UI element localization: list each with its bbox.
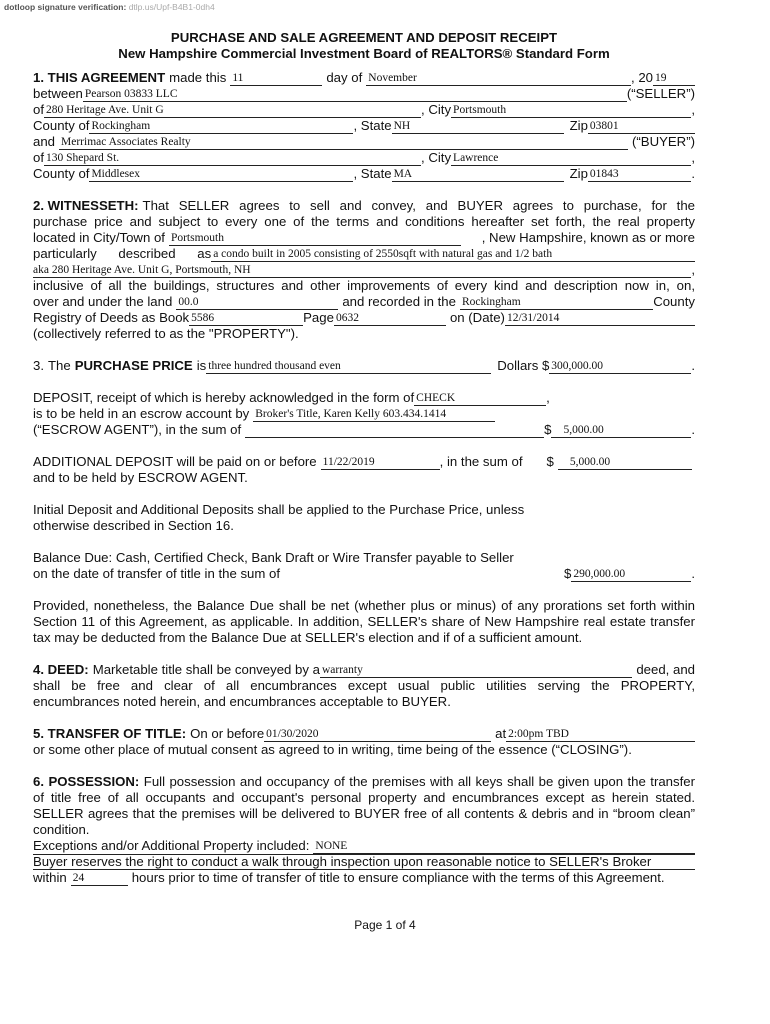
s3-row-held — [33, 470, 695, 486]
price-words-field[interactable]: three hundred thousand even — [206, 359, 491, 374]
s4-heading: 4. DEED: — [33, 662, 89, 677]
seller-address-field[interactable]: 280 Heritage Ave. Unit G — [44, 103, 421, 118]
walk-text2b: hours prior to time of transfer of title to ensure compliance with the terms of this Agreement. — [131, 870, 665, 885]
date-label: on (Date) — [449, 310, 505, 325]
verification-label: dotloop signature verification: — [4, 2, 127, 12]
s3-heading-c: is — [196, 358, 207, 373]
s2-text3b: , New Hampshire, known as or more — [481, 230, 695, 245]
s3-heading-num: 3. — [33, 358, 44, 373]
town-field[interactable]: Portsmouth — [169, 231, 461, 246]
month-field[interactable]: November — [366, 71, 631, 86]
s1-row-date — [33, 70, 695, 86]
at-label: at — [495, 726, 507, 741]
s3-row-deposit — [33, 390, 695, 406]
comma: , — [691, 150, 695, 165]
period: . — [691, 566, 695, 581]
s4-text2: shall be free and clear of all encumbrances except usual public utilities serving the PROPERTY, — [33, 678, 695, 693]
s3-row-initial2 — [33, 518, 695, 534]
deposit-text2: is to be held in an escrow account by — [33, 406, 250, 421]
s2-text3a: located in City/Town of — [33, 230, 165, 245]
s2-row-4 — [33, 246, 695, 262]
hours-field[interactable]: 24 — [71, 871, 128, 886]
document-title-line2: New Hampshire Commercial Investment Board of REALTORS® Standard Form — [118, 46, 610, 61]
deposit-text3: (“ESCROW AGENT”), in the sum of — [33, 422, 242, 437]
city-label: , City — [421, 102, 452, 117]
s2-text4a: particularly described as — [33, 246, 212, 261]
page-field[interactable]: 0632 — [334, 311, 446, 326]
seller-name-field[interactable]: Pearson 03833 LLC — [83, 87, 627, 102]
s5-row-2 — [33, 742, 695, 758]
transfer-time-field[interactable]: 2:00pm TBD — [506, 727, 695, 742]
description-field-2[interactable]: aka 280 Heritage Ave. Unit G, Portsmouth, NH — [33, 263, 691, 278]
s2-row-7 — [33, 294, 695, 310]
city-label: , City — [421, 150, 452, 165]
buyer-state-field[interactable]: MA — [392, 167, 564, 182]
deposit-form-field[interactable]: CHECK — [414, 391, 546, 406]
comma: , — [691, 262, 695, 277]
buyer-city-field[interactable]: Lawrence — [451, 151, 691, 166]
s1-row-seller-county — [33, 118, 695, 134]
s1-row-seller-address — [33, 102, 695, 118]
state-label: , State — [353, 118, 392, 133]
s3-row-initial1 — [33, 502, 695, 518]
page-number: Page 1 of 4 — [354, 918, 416, 932]
s2-text5: inclusive of all the buildings, structures and other improvements of every kind and description now in, on, — [33, 278, 695, 293]
year-field[interactable]: 19 — [653, 71, 695, 86]
and-label: and — [33, 134, 56, 149]
s4-row-1 — [33, 662, 695, 678]
s1-row-buyer-address — [33, 150, 695, 166]
additional-amount-field[interactable]: 5,000.00 — [558, 455, 692, 470]
county-label: County of — [33, 118, 90, 133]
s1-row-buyer — [33, 134, 695, 150]
book-field[interactable]: 5586 — [189, 311, 303, 326]
s4-text1b: deed, and — [636, 662, 695, 677]
s3-row-price — [33, 358, 695, 374]
registry-county-field[interactable]: Rockingham — [460, 295, 653, 310]
s2-row-6 — [33, 278, 695, 294]
seller-state-field[interactable]: NH — [392, 119, 564, 134]
s5-heading: 5. TRANSFER OF TITLE: — [33, 726, 187, 741]
price-field[interactable]: 300,000.00 — [549, 359, 691, 374]
made-this-label: made this — [169, 70, 227, 85]
initial-deposit-text2: otherwise described in Section 16. — [33, 518, 234, 533]
s5-text1: On or before — [190, 726, 265, 741]
s5-row-1 — [33, 726, 695, 742]
land-field[interactable]: 00.0 — [176, 295, 338, 310]
deposit-amount-field[interactable]: 5,000.00 — [551, 423, 691, 438]
zip-label: Zip — [569, 118, 588, 133]
s6-heading: 6. POSSESSION: — [33, 774, 140, 789]
s3-heading-a: The — [48, 358, 71, 373]
exceptions-label: Exceptions and/or Additional Property included: — [33, 838, 310, 853]
s3-row-additional — [33, 454, 695, 470]
s6-row-walk2 — [33, 870, 695, 886]
provided-paragraph: Provided, nonetheless, the Balance Due shall be net (whether plus or minus) of any prorations set forth within Section 11 of this Agreement, as applicable. In addition, SELLER's share of New Hampshire real estate transfer tax may be deducted from the Balance Due at SELLER's election and if of a sufficient amount. — [33, 598, 695, 645]
buyer-address-field[interactable]: 130 Shepard St. — [44, 151, 421, 166]
transfer-date-field[interactable]: 01/30/2020 — [264, 727, 491, 742]
balance-text2: on the date of transfer of title in the sum of — [33, 566, 281, 581]
buyer-zip-field[interactable]: 01843 — [588, 167, 691, 182]
in-the-sum-label: , in the sum of — [439, 454, 523, 469]
s6-text: Full possession and occupancy of the premises with all keys shall be given upon the transfer of title free of all occupants and occupant's personal property and encumbrances except as herein stated. SELLER agrees that the premises will be delivered to BUYER free of all contents & debris and in “broom clean” condition. — [33, 774, 696, 837]
s2-text6c: County — [653, 294, 695, 309]
signature-verification — [4, 2, 215, 12]
additional-deposit-text: ADDITIONAL DEPOSIT will be paid on or before — [33, 454, 317, 469]
s2-text2: purchase price and subject to every one of the terms and conditions hereafter set forth, the real property — [33, 214, 695, 229]
s2-row-2 — [33, 214, 695, 230]
s1-row-buyer-county — [33, 166, 695, 182]
day-field[interactable]: 11 — [230, 71, 322, 86]
s1-row-seller — [33, 86, 695, 102]
of-label: of — [33, 150, 44, 165]
agreement-document — [33, 30, 695, 886]
s2-row-5 — [33, 262, 695, 278]
zip-label: Zip — [569, 166, 588, 181]
s3-row-balance2 — [33, 566, 695, 582]
deed-type-field[interactable]: warranty — [320, 663, 632, 678]
s6-row-exceptions — [33, 838, 695, 854]
between-label: between — [33, 86, 83, 101]
s4-text1: Marketable title shall be conveyed by a — [92, 662, 320, 677]
buyer-county-field[interactable]: Middlesex — [89, 167, 353, 182]
buyer-name-field[interactable]: Merrimac Associates Realty — [59, 135, 628, 150]
additional-date-field[interactable]: 11/22/2019 — [321, 455, 440, 470]
year-prefix: , 20 — [631, 70, 653, 85]
s3-row-deposit-sum — [33, 422, 695, 438]
period: . — [691, 422, 695, 437]
of-label: of — [33, 102, 44, 117]
s2-text7a: Registry of Deeds as Book — [33, 310, 190, 325]
s2-row-8 — [33, 310, 695, 326]
description-field-1[interactable]: a condo built in 2005 consisting of 2550sqft with natural gas and 1/2 bath — [211, 247, 695, 262]
s1-heading: 1. THIS AGREEMENT — [33, 70, 166, 85]
s2-text8: (collectively referred to as the "PROPERTY"). — [33, 326, 299, 341]
s2-heading: 2. WITNESSETH: — [33, 198, 139, 213]
s2-text6b: and recorded in the — [342, 294, 456, 309]
additional-deposit-text2: and to be held by ESCROW AGENT. — [33, 470, 248, 485]
buyer-tag: (“BUYER”) — [631, 134, 695, 149]
seller-zip-field[interactable]: 03801 — [588, 119, 695, 134]
walk-text2a: within — [33, 870, 67, 885]
period: . — [691, 358, 695, 373]
dollar-sign: $ — [546, 454, 554, 469]
state-label: , State — [353, 166, 392, 181]
s3-row-escrow — [33, 406, 695, 422]
page-label: Page — [303, 310, 334, 325]
walk-text1: Buyer reserves the right to conduct a walk through inspection upon reasonable notice to SELLER's Broker — [33, 854, 695, 870]
s2-text6a: over and under the land — [33, 294, 173, 309]
s2-row-9 — [33, 326, 695, 342]
purchase-price-label: PURCHASE PRICE — [74, 358, 193, 373]
deposit-text1: DEPOSIT, receipt of which is hereby acknowledged in the form of — [33, 390, 415, 405]
exceptions-field[interactable]: NONE — [313, 839, 695, 854]
balance-text1: Balance Due: Cash, Certified Check, Bank Draft or Wire Transfer payable to Seller — [33, 550, 514, 565]
initial-deposit-text1: Initial Deposit and Additional Deposits shall be applied to the Purchase Price, unless — [33, 502, 525, 517]
seller-tag: (“SELLER”) — [626, 86, 695, 101]
s2-row-3 — [33, 230, 695, 246]
escrow-agent-field[interactable]: Broker's Title, Karen Kelly 603.434.1414 — [253, 407, 495, 422]
comma: , — [546, 390, 550, 405]
dollar-sign: $ — [544, 422, 552, 437]
s2-row-1 — [33, 198, 695, 214]
s2-text1: That SELLER agrees to sell and convey, and BUYER agrees to purchase, for the — [142, 198, 695, 213]
s6-row-walk1 — [33, 854, 695, 870]
county-label: County of — [33, 166, 90, 181]
day-of-label: day of — [326, 70, 363, 85]
seller-city-field[interactable]: Portsmouth — [451, 103, 691, 118]
period: . — [691, 166, 695, 181]
verification-link[interactable]: dtlp.us/Upf-B4B1-0dh4 — [128, 2, 215, 12]
deposit-blank-line — [245, 423, 544, 438]
dollars-label: Dollars $ — [497, 358, 550, 373]
dollar-sign: $ — [563, 566, 572, 581]
comma: , — [691, 102, 695, 117]
seller-county-field[interactable]: Rockingham — [89, 119, 353, 134]
s4-text3: encumbrances noted herein, and encumbrances acceptable to BUYER. — [33, 694, 451, 709]
s3-row-balance1 — [33, 550, 695, 566]
s5-text2: or some other place of mutual consent as agreed to in writing, time being of the essence (“CLOSING”). — [33, 742, 632, 757]
s6-paragraph — [33, 774, 695, 838]
date-field[interactable]: 12/31/2014 — [505, 311, 695, 326]
s4-row-2 — [33, 678, 695, 694]
balance-amount-field[interactable]: 290,000.00 — [571, 567, 691, 582]
document-title-line1: PURCHASE AND SALE AGREEMENT AND DEPOSIT RECEIPT — [170, 30, 558, 45]
s4-row-3 — [33, 694, 695, 710]
